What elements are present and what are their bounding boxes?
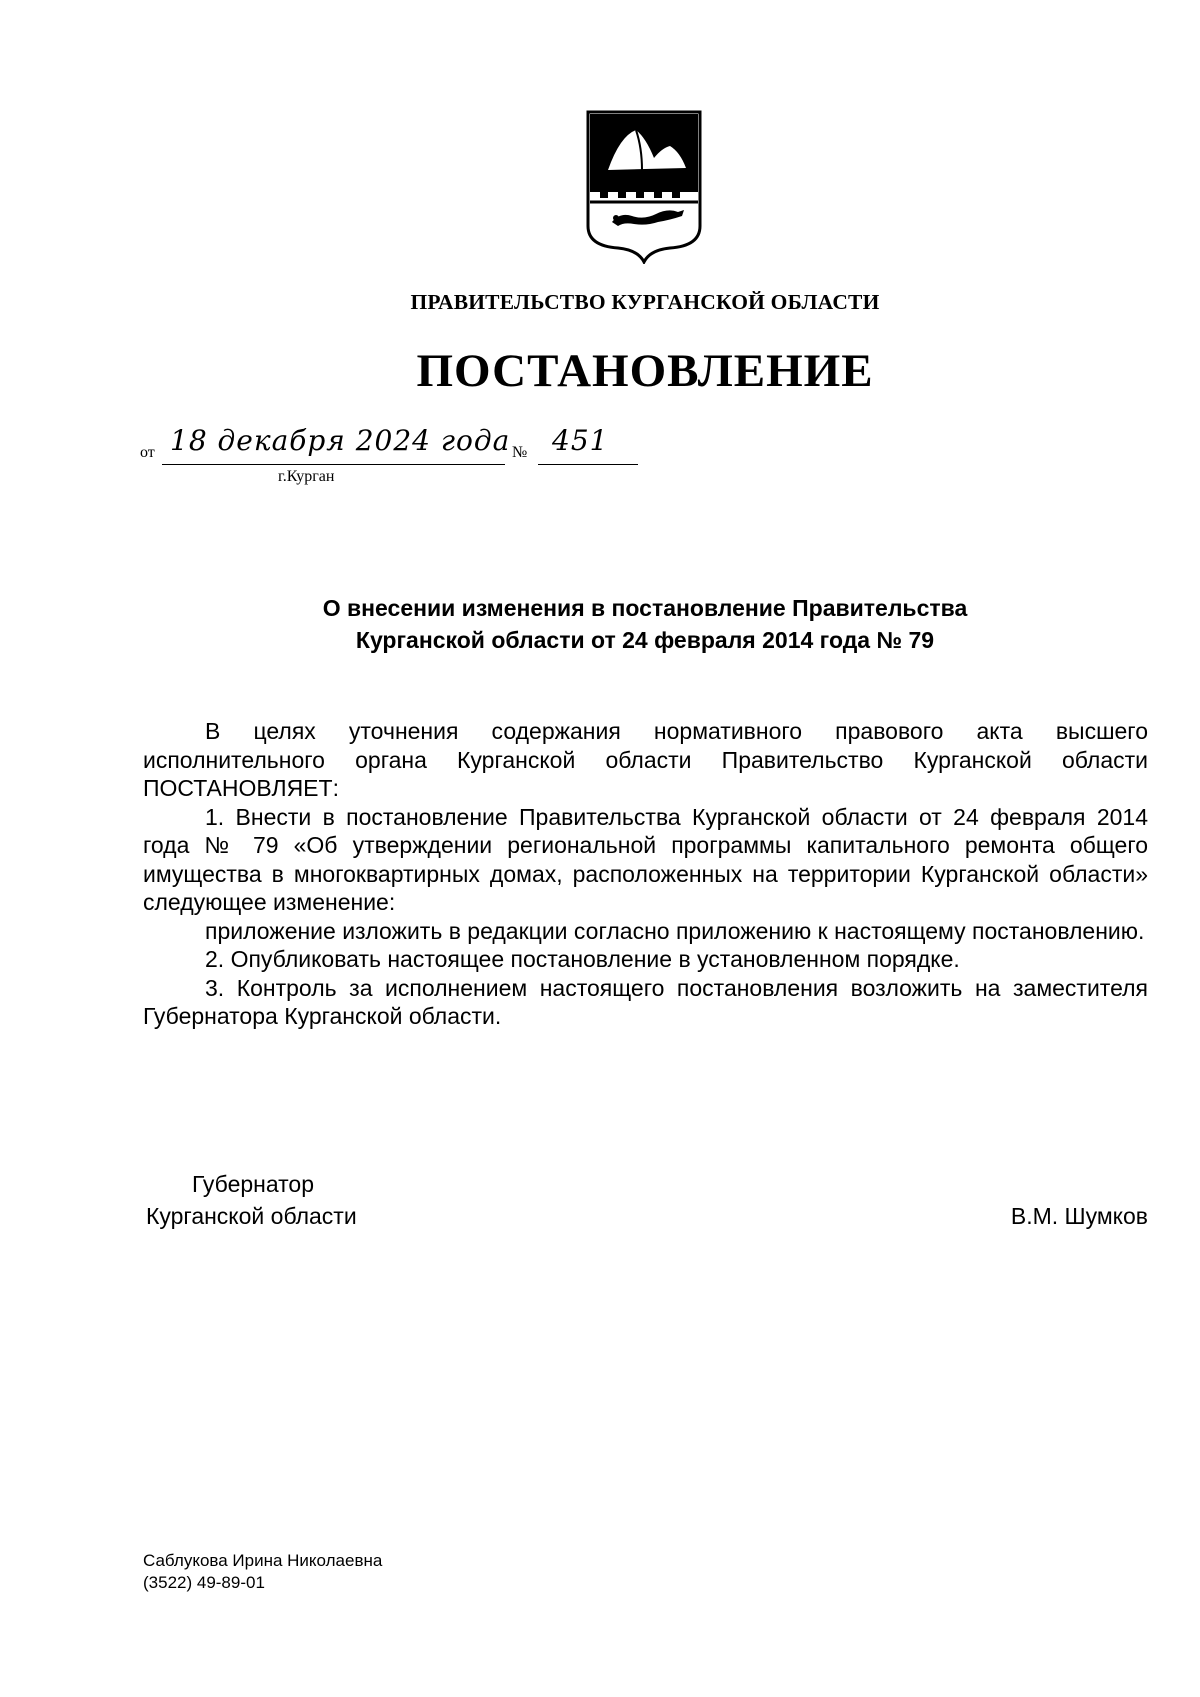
handwritten-date: 18 декабря 2024 года bbox=[170, 424, 511, 457]
subject-line-2: Курганской области от 24 февраля 2014 года № 79 bbox=[355, 627, 935, 653]
city-label: г.Курган bbox=[278, 468, 335, 485]
document-subject bbox=[140, 592, 1150, 656]
date-number-line bbox=[140, 424, 660, 488]
executor-info bbox=[143, 1550, 382, 1594]
executor-phone: (3522) 49-89-01 bbox=[143, 1573, 265, 1592]
body-paragraph-item-1: 1. Внести в постановление Правительства Курганской области от 24 февраля 2014 года № 79 «Об утверждении региональной программы капитального ремонта общего имущества в многоквартирных домах, расположенных на территории Курганской области» следующее изменение: bbox=[143, 803, 1148, 915]
signatory-position bbox=[146, 1168, 357, 1232]
executor-name: Саблукова Ирина Николаевна bbox=[143, 1551, 383, 1570]
number-label: № bbox=[512, 444, 528, 461]
body-paragraph-item-3: 3. Контроль за исполнением настоящего постановления возложить на заместителя Губернатора Курганской области. bbox=[143, 974, 1148, 1029]
document-body bbox=[143, 717, 1148, 1031]
handwritten-number: 451 bbox=[552, 424, 609, 457]
body-paragraph-item-2: 2. Опубликовать настоящее постановление в установленном порядке. bbox=[205, 946, 960, 972]
from-label: от bbox=[140, 444, 155, 461]
body-paragraph-preamble: В целях уточнения содержания нормативного правового акта высшего исполнительного органа Курганской области Правительство Курганской области ПОСТАНОВЛЯЕТ: bbox=[143, 718, 1148, 801]
organization-name: ПРАВИТЕЛЬСТВО КУРГАНСКОЙ ОБЛАСТИ bbox=[410, 290, 880, 314]
body-paragraph-amendment: приложение изложить в редакции согласно приложению к настоящему постановлению. bbox=[205, 917, 1145, 944]
signatory-name: В.М. Шумков bbox=[1010, 1203, 1148, 1229]
position-line-2: Курганской области bbox=[146, 1203, 357, 1229]
coat-of-arms-emblem bbox=[584, 108, 704, 264]
document-type-title: ПОСТАНОВЛЕНИЕ bbox=[416, 345, 874, 397]
position-line-1: Губернатор bbox=[192, 1171, 315, 1197]
subject-line-1: О внесении изменения в постановление Правительства bbox=[322, 595, 968, 621]
